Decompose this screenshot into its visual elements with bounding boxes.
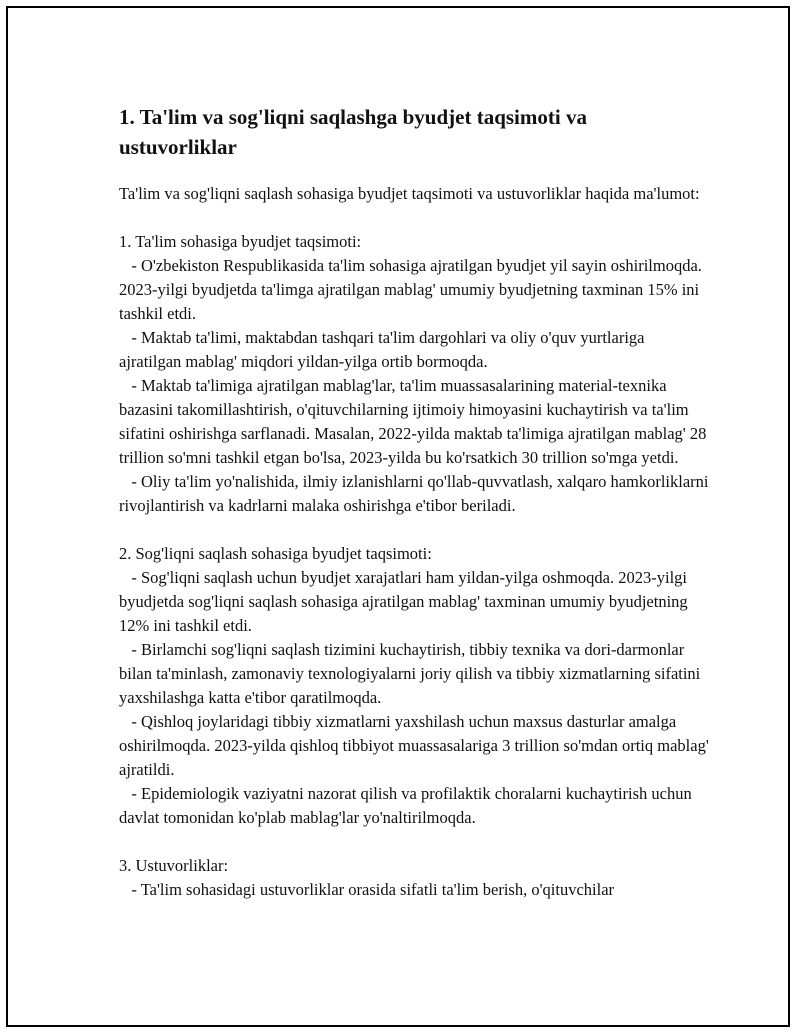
page-frame bbox=[6, 6, 790, 1027]
document-title: 1. Ta'lim va sog'liqni saqlashga byudjet taqsimoti va ustuvorliklar bbox=[119, 105, 587, 159]
document-body: Ta'lim va sog'liqni saqlash sohasiga byudjet taqsimoti va ustuvorliklar haqida ma'lumot: 1. Ta'lim sohasiga byudjet taqsimoti: - O'zbekiston Respublikasida ta'lim sohasiga ajratilgan byudjet yil sayin oshirilmoqda. 2023-yilgi byudjetda ta'limga ajratilgan mablag' umumiy byudjetning taxminan 15% ini tashkil etdi. - Maktab ta'limi, maktabdan tashqari ta'lim dargohlari va oliy o'quv yurtlariga ajratilgan mablag' miqdori yildan-yilga ortib bormoqda. - Maktab ta'limiga ajratilgan mablag'lar, ta'lim muassasalarining material-texnika bazasini takomillashtirish, o'qituvchilarning ijtimoiy himoyasini kuchaytirish va ta'lim sifatini oshirishga sarflanadi. Masalan, 2022-yilda maktab ta'limiga ajratilgan mablag' 28 trillion so'mni tashkil etgan bo'lsa, 2023-yilda bu ko'rsatkich 30 trillion so'mga yetdi. - Oliy ta'lim yo'nalishida, ilmiy izlanishlarni qo'llab-quvvatlash, xalqaro hamkorliklarni rivojlantirish va kadrlarni malaka oshirishga e'tibor beriladi. 2. Sog'liqni saqlash sohasiga byudjet taqsimoti: - Sog'liqni saqlash uchun byudjet xarajatlari ham yildan-yilga oshmoqda. 2023-yilgi byudjetda sog'liqni saqlash sohasiga ajratilgan mablag' taxminan umumiy byudjetning 12% ini tashkil etdi. - Birlamchi sog'liqni saqlash tizimini kuchaytirish, tibbiy texnika va dori-darmonlar bilan ta'minlash, zamonaviy texnologiyalarni joriy qilish va tibbiy xizmatlarning sifatini yaxshilashga katta e'tibor qaratilmoqda. - Qishloq joylaridagi tibbiy xizmatlarni yaxshilash uchun maxsus dasturlar amalga oshirilmoqda. 2023-yilda qishloq tibbiyot muassasalariga 3 trillion so'mdan ortiq mablag' ajratildi. - Epidemiologik vaziyatni nazorat qilish va profilaktik choralarni kuchaytirish uchun davlat tomonidan ko'plab mablag'lar yo'naltirilmoqda. 3. Ustuvorliklar: - Ta'lim sohasidagi ustuvorliklar orasida sifatli ta'lim berish, o'qituvchilar bbox=[119, 184, 709, 899]
document-content bbox=[119, 102, 709, 902]
